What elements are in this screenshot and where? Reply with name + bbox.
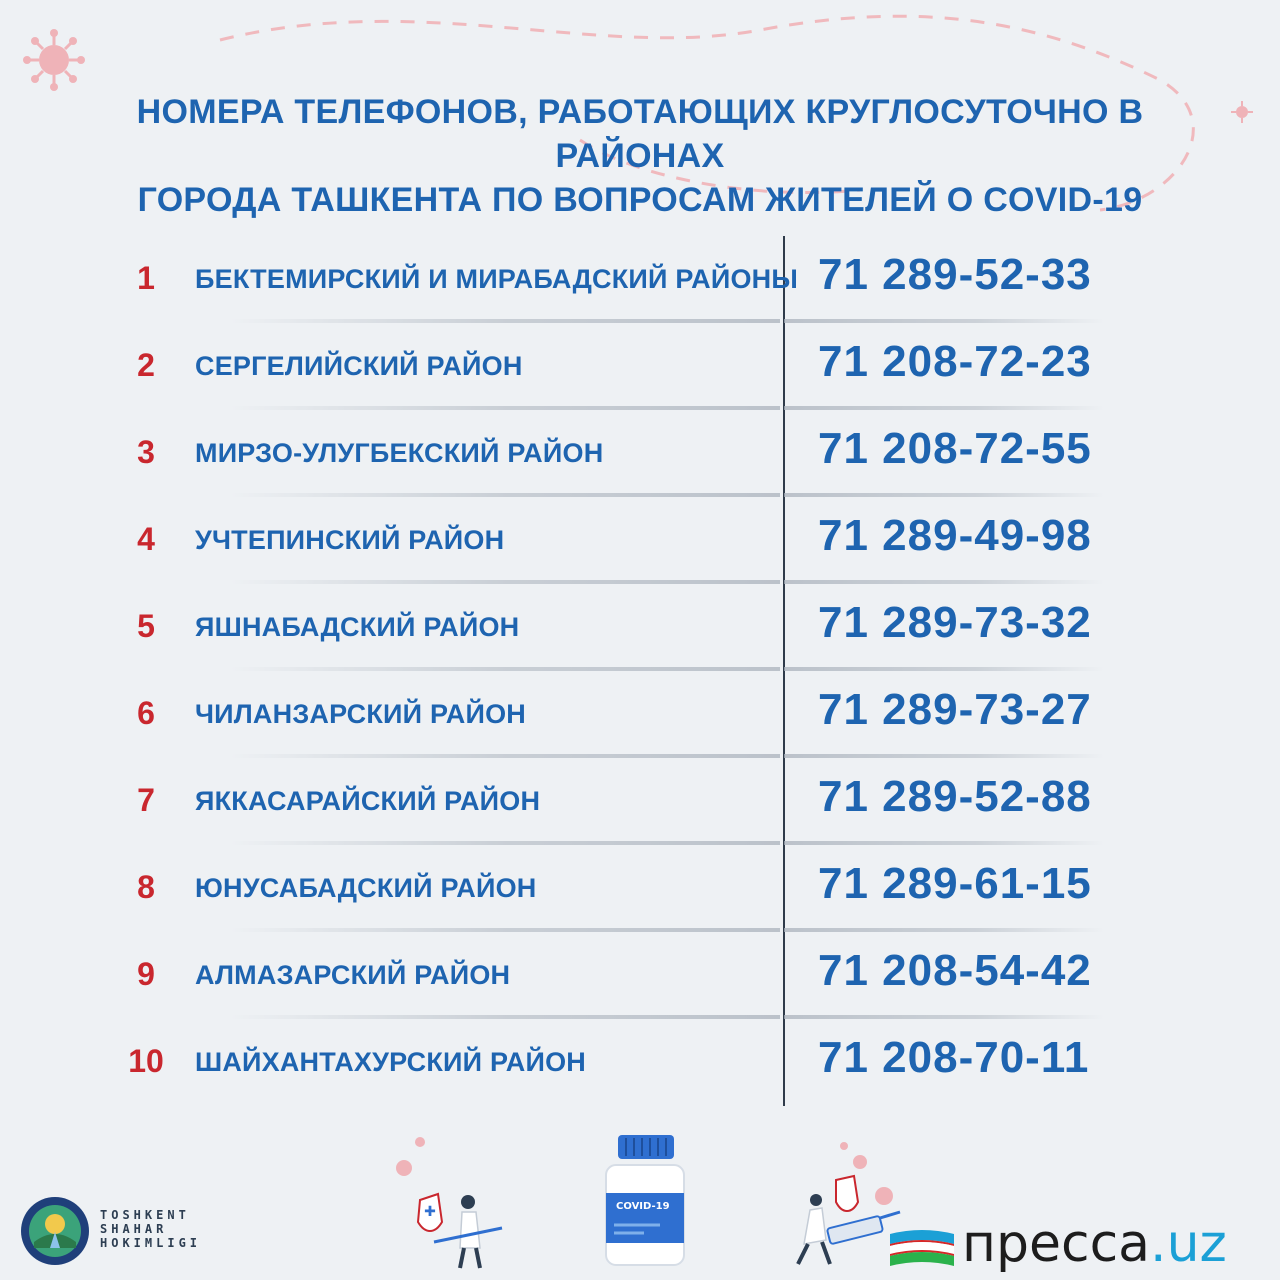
pressa-watermark — [890, 1214, 1270, 1276]
row-number: 7 — [137, 782, 155, 818]
table-row — [0, 584, 1280, 671]
virus-icon — [1231, 101, 1253, 123]
pressa-tld: .uz — [1150, 1214, 1227, 1274]
row-number: 2 — [137, 347, 155, 383]
district-name: ЧИЛАНЗАРСКИЙ РАЙОН — [195, 699, 527, 729]
page-title — [60, 90, 1220, 222]
row-number: 10 — [128, 1043, 164, 1079]
doctor-illustration — [380, 1130, 510, 1270]
phone-number[interactable]: 71 289-73-32 — [818, 598, 1092, 647]
district-name: СЕРГЕЛИЙСКИЙ РАЙОН — [195, 351, 523, 381]
table-row — [0, 1019, 1280, 1106]
uzbekistan-flag-icon — [890, 1230, 954, 1270]
phone-number[interactable]: 71 208-72-55 — [818, 424, 1092, 473]
phone-number[interactable]: 71 289-52-33 — [818, 250, 1092, 299]
table-row — [0, 932, 1280, 1019]
district-name: УЧТЕПИНСКИЙ РАЙОН — [195, 525, 505, 555]
table-row — [0, 671, 1280, 758]
district-name: ЯШНАБАДСКИЙ РАЙОН — [195, 612, 520, 642]
row-number: 4 — [137, 521, 155, 557]
row-number: 3 — [137, 434, 155, 470]
table-row — [0, 410, 1280, 497]
svg-text:✚: ✚ — [424, 1204, 436, 1220]
row-number: 6 — [137, 695, 155, 731]
table-row — [0, 845, 1280, 932]
district-name: БЕКТЕМИРСКИЙ И МИРАБАДСКИЙ РАЙОНЫ — [195, 264, 799, 294]
row-number: 1 — [137, 260, 155, 296]
pressa-name: пресса — [962, 1214, 1151, 1274]
logo-line: SHAHAR — [100, 1222, 168, 1236]
phone-number[interactable]: 71 208-72-23 — [818, 337, 1092, 386]
title-line-2: ГОРОДА ТАШКЕНТА ПО ВОПРОСАМ ЖИТЕЛЕЙ О COVID-19 — [137, 181, 1143, 219]
district-name: АЛМАЗАРСКИЙ РАЙОН — [195, 960, 511, 990]
row-number: 5 — [137, 608, 155, 644]
district-name: ЯККАСАРАЙСКИЙ РАЙОН — [195, 786, 541, 816]
phone-number[interactable]: 71 289-49-98 — [818, 511, 1092, 560]
table-row — [0, 236, 1280, 323]
row-number: 8 — [137, 869, 155, 905]
phone-table — [0, 236, 1280, 1106]
title-line-1: НОМЕРА ТЕЛЕФОНОВ, РАБОТАЮЩИХ КРУГЛОСУТОЧНО В РАЙОНАХ — [136, 93, 1144, 175]
phone-number[interactable]: 71 208-70-11 — [818, 1033, 1090, 1082]
table-row — [0, 497, 1280, 584]
phone-number[interactable]: 71 289-73-27 — [818, 685, 1092, 734]
phone-number[interactable]: 71 289-52-88 — [818, 772, 1092, 821]
phone-number[interactable]: 71 289-61-15 — [818, 859, 1092, 908]
virus-icon — [23, 29, 85, 91]
city-hokimiyat-name — [100, 1208, 201, 1250]
phone-number[interactable]: 71 208-54-42 — [818, 946, 1092, 995]
district-name: МИРЗО-УЛУГБЕКСКИЙ РАЙОН — [195, 438, 604, 468]
city-emblem-logo — [20, 1196, 90, 1266]
bottle-label: COVID-19 — [616, 1201, 670, 1212]
district-name: ЮНУСАБАДСКИЙ РАЙОН — [195, 873, 537, 903]
table-row — [0, 758, 1280, 845]
district-name: ШАЙХАНТАХУРСКИЙ РАЙОН — [195, 1047, 587, 1077]
table-row — [0, 323, 1280, 410]
logo-line: TOSHKENT — [100, 1208, 190, 1222]
row-number: 9 — [137, 956, 155, 992]
pressa-logo-text — [962, 1214, 1227, 1274]
logo-line: HOKIMLIGI — [100, 1236, 202, 1250]
